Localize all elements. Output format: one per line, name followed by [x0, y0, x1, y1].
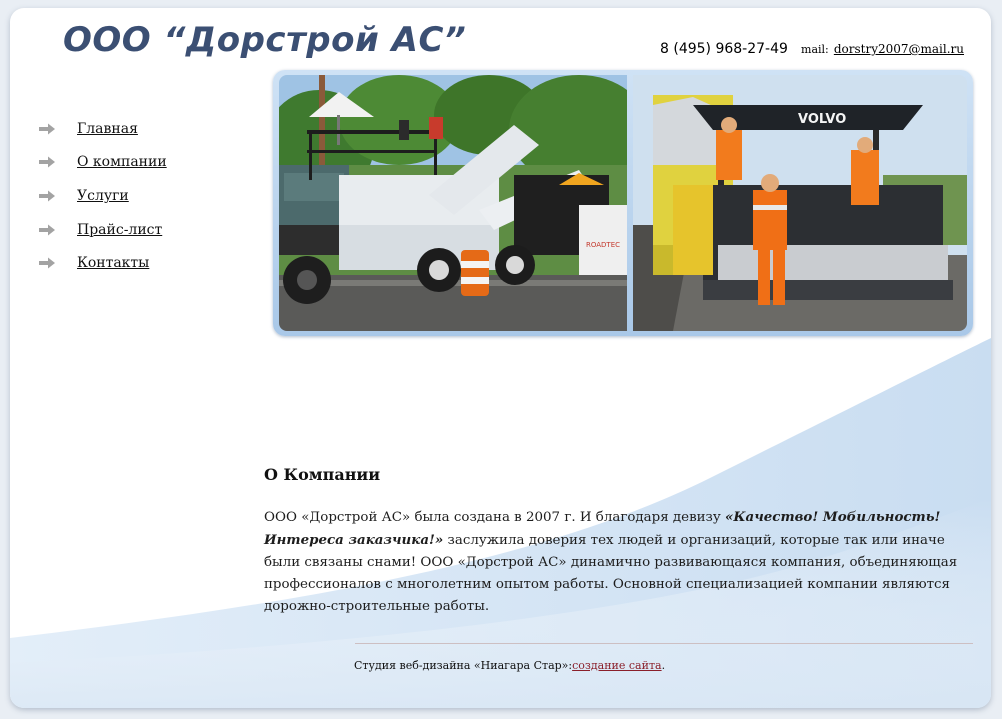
paver-brand-label: VOLVO — [798, 112, 847, 127]
nav-item-label[interactable]: Главная — [77, 120, 138, 137]
create-site-link[interactable]: создание сайта — [572, 659, 662, 672]
nav-item-label[interactable]: О компании — [77, 154, 167, 171]
footer-end: . — [661, 659, 666, 672]
arrow-right-icon — [38, 257, 56, 269]
main-navigation — [38, 112, 167, 280]
arrow-right-icon — [38, 190, 56, 202]
nav-item-label[interactable]: Прайс-лист — [77, 221, 163, 238]
asphalt-paver-photo — [633, 75, 967, 331]
roadtec-label: ROADTEC — [586, 241, 621, 249]
page-frame — [10, 8, 991, 708]
nav-item-label[interactable]: Услуги — [77, 187, 129, 204]
footer-studio-text: Студия веб-дизайна «Ниагара Стар»: — [354, 659, 573, 672]
arrow-right-icon — [38, 123, 56, 135]
arrow-right-icon — [38, 156, 56, 168]
nav-item-pricelist[interactable] — [38, 213, 167, 247]
footer-divider — [355, 643, 973, 644]
arrow-right-icon — [38, 224, 56, 236]
section-title: О Компании — [264, 465, 381, 484]
header-contacts — [660, 38, 964, 57]
about-text-start: ООО «Дорстрой АС» была создана в 2007 г. И благодаря девизу — [264, 510, 725, 525]
about-text-end: заслужила доверия тех людей и организаций, которые так или иначе были связаны снами! ООО «Дорстрой АС» динамично развивающаяся компания, объединяющая профессионалов с многолетним опытом работы. Основной специализацией компании являются дорожно-строительные работы. — [264, 533, 958, 614]
nav-item-services[interactable] — [38, 179, 167, 213]
company-logo[interactable]: ООО “Дорстрой АС” — [63, 20, 467, 60]
nav-item-home[interactable] — [38, 112, 167, 146]
about-paragraph — [264, 506, 969, 618]
phone-number: 8 (495) 968-27-49 — [660, 41, 788, 57]
company-slogan: «Качество! Мобильность! Интереса заказчика!» — [264, 509, 941, 548]
email-link[interactable]: dorstry2007@mail.ru — [833, 42, 965, 56]
nav-item-label[interactable]: Контакты — [77, 255, 150, 272]
footer — [354, 659, 665, 672]
nav-item-contacts[interactable] — [38, 246, 167, 280]
header-banner — [273, 70, 973, 336]
mail-label: mail: — [801, 43, 829, 56]
milling-machine-photo — [279, 75, 627, 331]
nav-item-about[interactable] — [38, 146, 167, 180]
